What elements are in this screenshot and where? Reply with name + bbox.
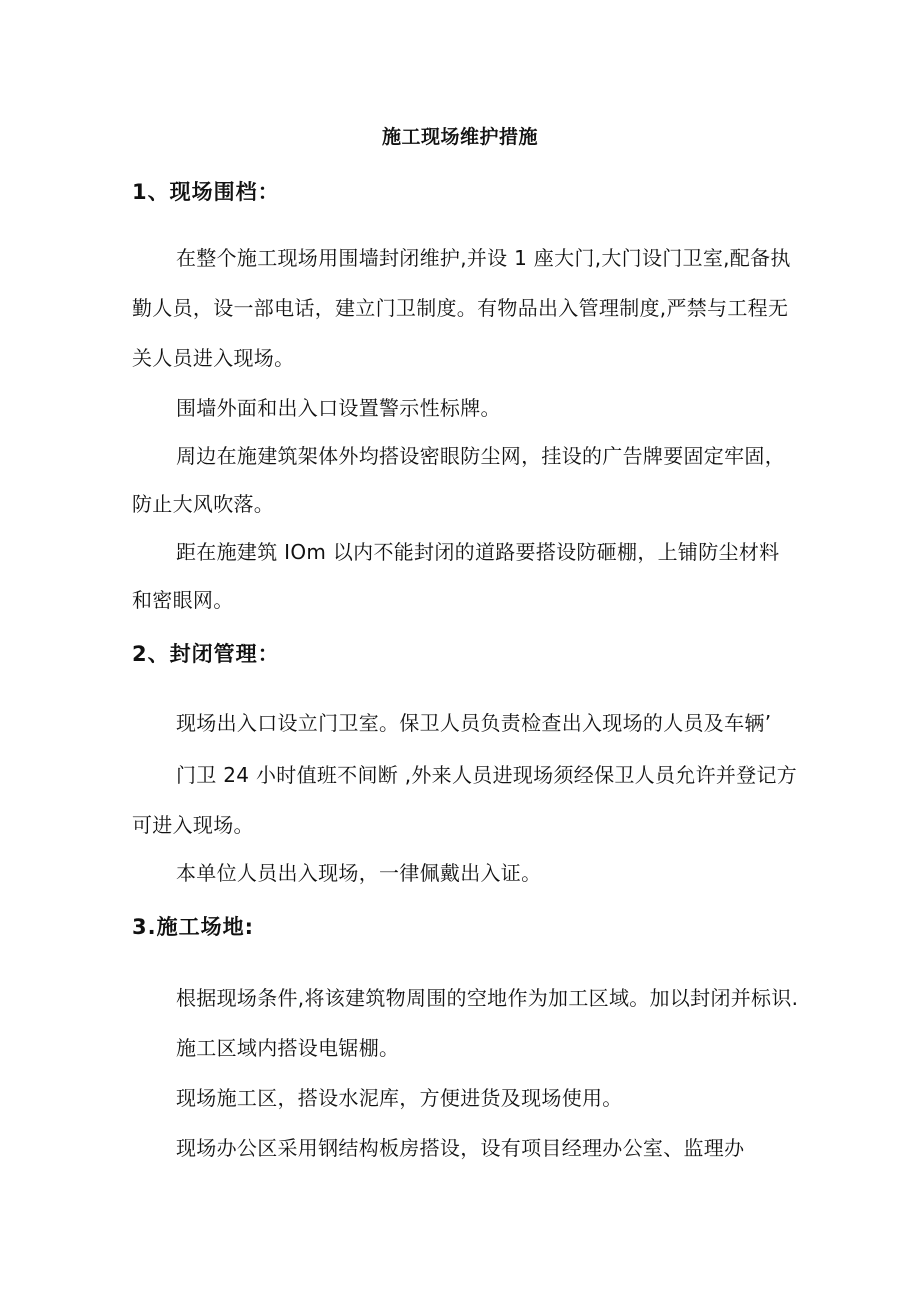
- section-1-line-4: 围墙外面和出入口设置警示性标牌。: [176, 396, 501, 420]
- section-1-line-2: 勤人员，设一部电话，建立门卫制度。有物品出入管理制度,严禁与工程无: [132, 296, 789, 320]
- section-heading-3: 3.施工场地:: [132, 915, 254, 939]
- section-1-line-1: 在整个施工现场用围墙封闭维护,并设 1 座大门,大门设门卫室,配备执: [176, 246, 791, 270]
- section-heading-2: 2、封闭管理：: [132, 642, 280, 666]
- section-2-line-4: 本单位人员出入现场，一律佩戴出入证。: [176, 861, 542, 885]
- section-3-line-3: 现场施工区，搭设水泥库，方便进货及现场使用。: [176, 1086, 623, 1110]
- section-3-line-4: 现场办公区采用钢结构板房搭设，设有项目经理办公室、监理办: [176, 1136, 745, 1160]
- section-2-line-2: 门卫 24 小时值班不间断 ,外来人员进现场须经保卫人员允许并登记方: [176, 763, 798, 787]
- section-1-line-5: 周边在施建筑架体外均搭设密眼防尘网，挂设的广告牌要固定牢固，: [176, 444, 785, 468]
- section-3-line-2: 施工区域内搭设电锯棚。: [176, 1036, 400, 1060]
- section-heading-1: 1、现场围档：: [132, 180, 280, 204]
- page-title: 施工现场维护措施: [381, 126, 538, 148]
- section-1-line-6: 防止大风吹落。: [132, 492, 275, 516]
- section-2-line-1: 现场出入口设立门卫室。保卫人员负责检查出入现场的人员及车辆’: [176, 711, 772, 735]
- section-1-line-8: 和密眼网。: [132, 588, 234, 612]
- section-1-line-3: 关人员进入现场。: [132, 346, 295, 370]
- section-1-line-7: 距在施建筑 IOm 以内不能封闭的道路要搭设防砸棚，上铺防尘材料: [176, 540, 780, 564]
- section-2-line-3: 可进入现场。: [132, 813, 254, 837]
- section-3-line-1: 根据现场条件,将该建筑物周围的空地作为加工区域。加以封闭并标识.: [176, 986, 799, 1010]
